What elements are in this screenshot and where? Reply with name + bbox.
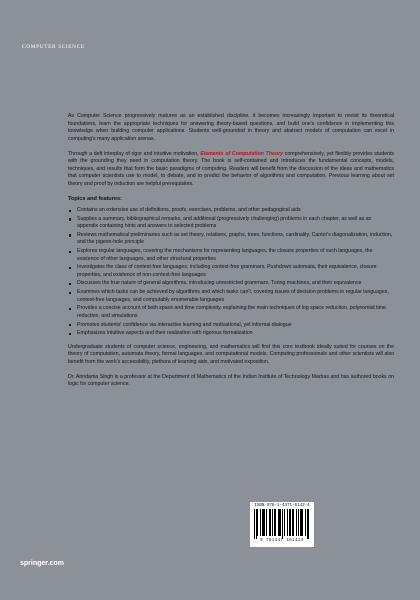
publisher-url[interactable]: springer.com <box>20 560 64 567</box>
barcode-stripe <box>269 509 270 536</box>
barcode-stripe <box>260 509 261 536</box>
barcode-icon <box>254 509 310 539</box>
intro-paragraph: As Computer Science progressively matures as an established discipline, it becomes increasingly important to revisit its theoretical foundations, learn the appropriate techniques for answering theory-based questions, and build one's confidence in implementing this knowledge when building computer applications. Students well-grounded in theory and abstract models of computation can excel in computing's many application arenas. <box>68 113 394 142</box>
barcode-stripe <box>289 509 290 536</box>
barcode-stripe <box>257 509 258 536</box>
barcode-stripe <box>266 509 267 536</box>
barcode-stripe <box>275 509 276 536</box>
topics-heading: Topics and features: <box>68 195 122 202</box>
barcode-stripe <box>307 509 308 539</box>
barcode-stripe <box>274 509 275 536</box>
barcode-stripe <box>272 509 273 536</box>
barcode-digits: 9 781447 161424 <box>260 539 304 543</box>
barcode-stripe <box>278 509 279 536</box>
barcode-stripe <box>308 509 309 539</box>
description-lead: Through a deft interplay of rigor and intuitive motivation, <box>68 150 201 157</box>
barcode-stripe <box>292 509 293 536</box>
barcode-stripe <box>254 509 255 539</box>
book-title: Elements of Computation Theory <box>200 150 284 157</box>
barcode-stripe <box>293 509 294 536</box>
back-cover-text <box>68 113 394 396</box>
author-bio: Dr. Arindama Singh is a professor at the Department of Mathematics of the Indian Institute of Technology Madras and has authored books on logic for computer science. <box>68 373 394 388</box>
barcode-stripe <box>263 509 264 536</box>
barcode-stripe <box>298 509 299 536</box>
barcode-stripe <box>290 509 291 536</box>
topic-item: Examines which tasks can be achieved by algorithms and which tasks can't, covering issues of decision problems in regular languages, context-free languages, and computably enumerable languages <box>68 289 394 304</box>
barcode-stripe <box>296 509 297 536</box>
barcode-stripe <box>280 509 281 536</box>
topic-item: Explores regular languages, covering the mechanisms for representing languages, the closure properties of such languages, the existence of other languages, and other structural properties <box>68 248 394 263</box>
description-paragraph <box>68 151 394 189</box>
isbn-label: ISBN 978-1-4471-6142-4 <box>254 504 310 508</box>
topic-item: Supplies a summary, bibliographical remarks, and additional (progressively challenging) problems in each chapter, as well as an appendix containing hints and answers to selected problems <box>68 216 394 231</box>
barcode-stripe <box>264 509 265 536</box>
description-body: comprehensively, yet flexibly provides students with the grounding they need in computation theory. The book is self-contained and introduces the fundamental concepts, models, techniques, and results that form the basic paradigms of computing. Readers will benefit from the discussion of the ideas and mathematics that computer scientists use to model, to debate, and to predict the behavior of algorithms and computation. Previous learning about set theory and proof by induction are helpful prerequisites. <box>68 150 394 187</box>
barcode-stripe <box>279 509 280 536</box>
topic-item: Promotes students' confidence via interactive learning and motivational, yet informal dialogue <box>68 322 394 330</box>
barcode-stripe <box>256 509 257 539</box>
barcode-stripe <box>302 509 303 536</box>
topic-item: Investigates the class of context-free languages, including context-free grammars, Pushdown automata, their equivalence, closure properties, and existence of non-context-free languages <box>68 264 394 279</box>
barcode-stripe <box>305 509 306 536</box>
topic-item: Contains an extensive use of definitions, proofs, exercises, problems, and other pedagogical aids <box>68 207 394 215</box>
barcode-stripe <box>301 509 302 536</box>
topic-item: Provides a concise account of both space and time complexity, explaining the main techniques of log space reduction, polynomial time reduction, and simulations <box>68 305 394 320</box>
series-label: COMPUTER SCIENCE <box>22 44 85 50</box>
barcode-stripe <box>287 509 288 536</box>
topic-item: Emphasizes intuitive aspects and their realization with rigorous formalization <box>68 330 394 338</box>
audience-paragraph: Undergraduate students of computer science, engineering, and mathematics will find this core textbook ideally suited for courses on the theory of computation, automata theory, formal languages, and computational models. Computing professionals and other scientists will also benefit from the work's accessibility, plethora of learning aids, and motivated exposition. <box>68 343 394 365</box>
barcode-stripe <box>300 509 301 536</box>
barcode-stripe <box>270 509 271 536</box>
topic-item: Reviews mathematical preliminaries such as set theory, relations, graphs, trees, functions, cardinality, Cantor's diagonalization, induction, and the pigeon-hole principle <box>68 232 394 247</box>
topic-item: Discusses the true nature of general algorithms, introducing unrestricted grammars, Turing machines, and their equivalence <box>68 280 394 288</box>
topics-list <box>68 207 394 338</box>
barcode-stripe <box>282 509 283 539</box>
barcode-stripe <box>284 509 285 536</box>
barcode-stripe <box>262 509 263 536</box>
barcode-box <box>250 502 314 547</box>
